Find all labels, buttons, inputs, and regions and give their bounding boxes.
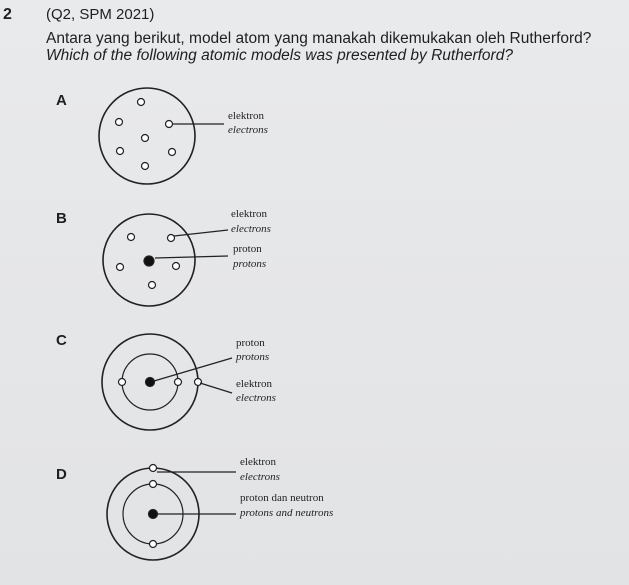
question-text-english: Which of the following atomic models was presented by Rutherford?: [46, 47, 513, 64]
option-b-diagram[interactable]: [103, 214, 228, 306]
option-a-letter[interactable]: A: [56, 92, 67, 109]
label-c-electron-malay: elektron: [236, 378, 273, 390]
option-c-diagram[interactable]: [102, 334, 232, 430]
option-d-diagram[interactable]: [107, 465, 236, 561]
label-c-proton-malay: proton: [236, 337, 265, 349]
option-c-letter[interactable]: C: [56, 332, 67, 349]
label-d-nucleus-malay: proton dan neutron: [240, 492, 324, 504]
question-source: (Q2, SPM 2021): [46, 6, 155, 23]
question-text-malay: Antara yang berikut, model atom yang manakah dikemukakan oleh Rutherford?: [46, 30, 592, 47]
label-a-electron-english: electrons: [228, 124, 268, 136]
option-d-letter[interactable]: D: [56, 466, 67, 483]
label-c-proton-english: protons: [236, 351, 270, 363]
label-d-electron-english: electrons: [240, 471, 280, 483]
option-b-letter[interactable]: B: [56, 210, 67, 227]
label-b-proton-english: protons: [233, 258, 267, 270]
label-b-proton-malay: proton: [233, 243, 262, 255]
option-a-diagram[interactable]: [99, 88, 224, 184]
label-d-nucleus-english: protons and neutrons: [240, 507, 334, 519]
label-c-electron-english: electrons: [236, 392, 276, 404]
label-b-electron-malay: elektron: [231, 208, 268, 220]
label-d-electron-malay: elektron: [240, 456, 277, 468]
label-a-electron-malay: elektron: [228, 110, 265, 122]
label-b-electron-english: electrons: [231, 223, 271, 235]
question-number: 2: [3, 6, 12, 23]
